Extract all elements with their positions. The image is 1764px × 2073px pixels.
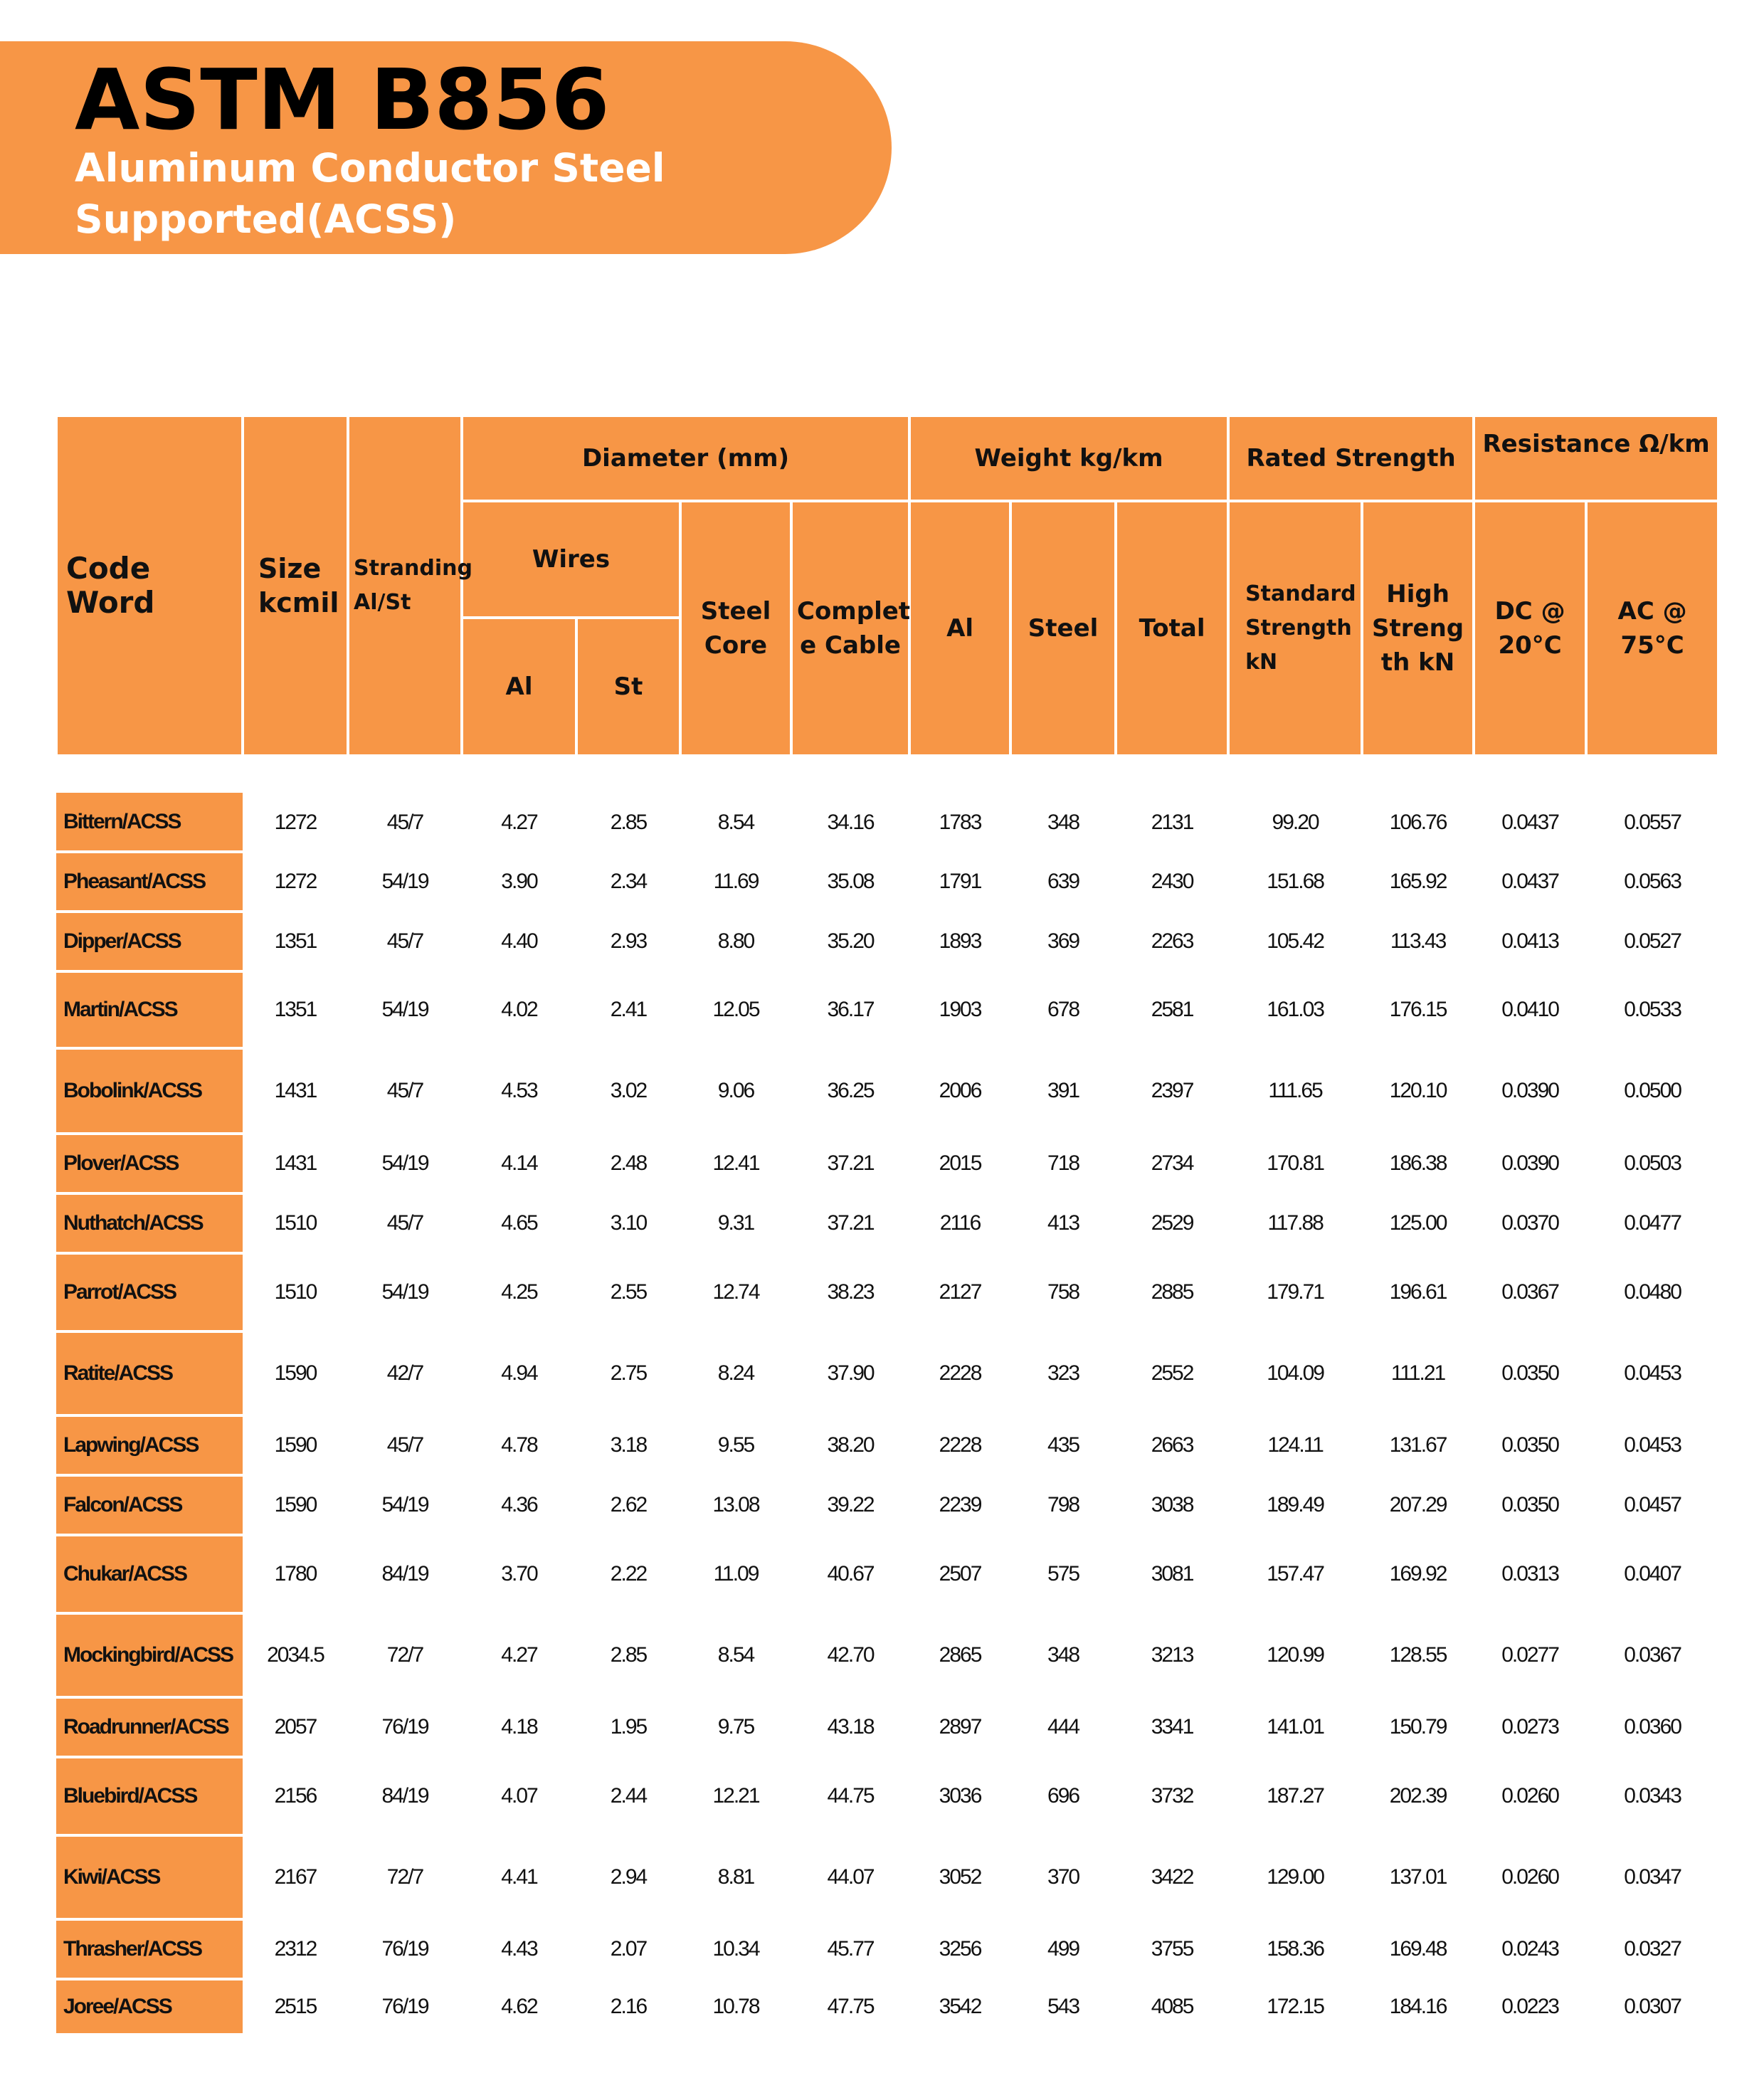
ac-resistance-cell: 0.0347 — [1624, 1865, 1681, 1889]
ac-resistance-cell: 0.0307 — [1624, 1995, 1681, 2018]
standard-strength-cell: 158.36 — [1267, 1937, 1324, 1961]
table-row — [56, 1919, 1718, 1979]
size-cell: 2312 — [274, 1937, 317, 1961]
dc-resistance-cell: 0.0350 — [1501, 1493, 1558, 1516]
standard-strength-cell: 189.49 — [1267, 1493, 1324, 1516]
weight-al-cell: 2006 — [939, 1079, 981, 1102]
steel-core-cell: 11.69 — [713, 870, 759, 893]
wire-st-cell: 2.44 — [610, 1784, 647, 1808]
header-weight-al: Al — [909, 501, 1010, 756]
code-word-cell: Martin/ACSS — [56, 971, 243, 1048]
wire-al-cell: 4.27 — [501, 1643, 537, 1667]
weight-steel-cell: 543 — [1047, 1995, 1079, 2018]
dc-resistance-cell: 0.0273 — [1501, 1715, 1558, 1739]
weight-total-cell: 3422 — [1151, 1865, 1193, 1889]
size-cell: 1431 — [274, 1151, 317, 1175]
code-word-cell: Roadrunner/ACSS — [56, 1697, 243, 1757]
steel-core-cell: 9.55 — [717, 1433, 754, 1457]
code-word-cell: Ratite/ACSS — [56, 1331, 243, 1415]
high-strength-cell: 207.29 — [1389, 1493, 1447, 1516]
table-row — [56, 1535, 1718, 1613]
wire-al-cell: 4.40 — [501, 929, 537, 953]
weight-total-cell: 4085 — [1151, 1995, 1193, 2018]
standard-strength-cell: 124.11 — [1267, 1433, 1323, 1457]
table-row — [56, 1048, 1718, 1134]
dc-resistance-cell: 0.0437 — [1501, 810, 1558, 834]
high-strength-cell: 106.76 — [1389, 810, 1447, 834]
weight-total-cell: 2885 — [1151, 1280, 1193, 1304]
code-word-cell: Falcon/ACSS — [56, 1475, 243, 1535]
complete-cable-cell: 47.75 — [827, 1995, 874, 2018]
standard-strength-cell: 161.03 — [1267, 998, 1324, 1021]
table-row — [56, 1979, 1718, 2035]
ac-resistance-cell: 0.0480 — [1624, 1280, 1681, 1304]
wire-al-cell: 4.36 — [501, 1493, 537, 1516]
weight-total-cell: 3341 — [1151, 1715, 1193, 1739]
size-cell: 2515 — [274, 1995, 317, 2018]
ac-resistance-cell: 0.0563 — [1624, 870, 1681, 893]
weight-total-cell: 2430 — [1151, 870, 1193, 893]
weight-total-cell: 2734 — [1151, 1151, 1193, 1175]
dc-resistance-cell: 0.0313 — [1501, 1562, 1558, 1586]
weight-al-cell: 2116 — [939, 1211, 981, 1235]
wire-al-cell: 3.90 — [501, 870, 537, 893]
complete-cable-cell: 43.18 — [827, 1715, 874, 1739]
complete-cable-cell: 35.08 — [827, 870, 874, 893]
size-cell: 1510 — [274, 1211, 317, 1235]
wire-al-cell: 4.07 — [501, 1784, 537, 1808]
weight-al-cell: 2228 — [939, 1433, 981, 1457]
ac-resistance-cell: 0.0500 — [1624, 1079, 1681, 1102]
size-cell: 1431 — [274, 1079, 317, 1102]
steel-core-cell: 8.54 — [717, 810, 754, 834]
complete-cable-cell: 36.25 — [827, 1079, 874, 1102]
standard-strength-cell: 105.42 — [1267, 929, 1324, 953]
wire-al-cell: 4.94 — [501, 1361, 537, 1385]
table-row — [56, 1193, 1718, 1253]
steel-core-cell: 9.06 — [717, 1079, 754, 1102]
standard-strength-cell: 129.00 — [1267, 1865, 1324, 1889]
dc-resistance-cell: 0.0223 — [1501, 1995, 1558, 2018]
wire-st-cell: 2.41 — [610, 998, 647, 1021]
size-cell: 1590 — [274, 1493, 317, 1516]
size-cell: 2156 — [274, 1784, 317, 1808]
wire-st-cell: 2.55 — [610, 1280, 647, 1304]
high-strength-cell: 165.92 — [1389, 870, 1447, 893]
weight-steel-cell: 798 — [1047, 1493, 1079, 1516]
wire-st-cell: 3.18 — [610, 1433, 647, 1457]
high-strength-cell: 120.10 — [1389, 1079, 1447, 1102]
ac-resistance-cell: 0.0477 — [1624, 1211, 1681, 1235]
weight-al-cell: 1791 — [939, 870, 981, 893]
weight-al-cell: 3542 — [939, 1995, 981, 2018]
stranding-cell: 72/7 — [386, 1865, 423, 1889]
code-word-cell: Parrot/ACSS — [56, 1253, 243, 1331]
code-word-cell: Dipper/ACSS — [56, 912, 243, 971]
weight-total-cell: 2397 — [1151, 1079, 1193, 1102]
code-word-cell: Plover/ACSS — [56, 1134, 243, 1193]
table-row — [56, 1835, 1718, 1919]
steel-core-cell: 9.75 — [717, 1715, 754, 1739]
ac-resistance-cell: 0.0527 — [1624, 929, 1681, 953]
table-row — [56, 1331, 1718, 1415]
weight-steel-cell: 758 — [1047, 1280, 1079, 1304]
ac-resistance-cell: 0.0533 — [1624, 998, 1681, 1021]
complete-cable-cell: 38.20 — [827, 1433, 874, 1457]
weight-total-cell: 3081 — [1151, 1562, 1193, 1586]
wire-st-cell: 2.94 — [610, 1865, 647, 1889]
weight-steel-cell: 323 — [1047, 1361, 1079, 1385]
wire-st-cell: 2.22 — [610, 1562, 647, 1586]
weight-steel-cell: 678 — [1047, 998, 1079, 1021]
high-strength-cell: 111.21 — [1390, 1361, 1445, 1385]
code-word-cell: Pheasant/ACSS — [56, 852, 243, 912]
header-complete-cable: Complet e Cable — [791, 501, 909, 756]
dc-resistance-cell: 0.0277 — [1501, 1643, 1558, 1667]
ac-resistance-cell: 0.0343 — [1624, 1784, 1681, 1808]
complete-cable-cell: 37.21 — [827, 1211, 874, 1235]
header-wires-st: St — [576, 618, 680, 756]
steel-core-cell: 8.54 — [717, 1643, 754, 1667]
weight-al-cell: 3036 — [939, 1784, 981, 1808]
complete-cable-cell: 42.70 — [827, 1643, 874, 1667]
steel-core-cell: 8.24 — [717, 1361, 754, 1385]
high-strength-cell: 184.16 — [1389, 1995, 1447, 2018]
ac-resistance-cell: 0.0503 — [1624, 1151, 1681, 1175]
ac-resistance-cell: 0.0367 — [1624, 1643, 1681, 1667]
stranding-cell: 45/7 — [386, 810, 423, 834]
dc-resistance-cell: 0.0437 — [1501, 870, 1558, 893]
weight-total-cell: 3038 — [1151, 1493, 1193, 1516]
wire-al-cell: 4.78 — [501, 1433, 537, 1457]
standard-strength-cell: 151.68 — [1267, 870, 1324, 893]
wire-st-cell: 3.10 — [610, 1211, 647, 1235]
weight-al-cell: 3256 — [939, 1937, 981, 1961]
weight-al-cell: 1783 — [939, 810, 981, 834]
ac-resistance-cell: 0.0453 — [1624, 1433, 1681, 1457]
stranding-cell: 45/7 — [386, 929, 423, 953]
complete-cable-cell: 37.21 — [827, 1151, 874, 1175]
complete-cable-cell: 39.22 — [827, 1493, 874, 1516]
size-cell: 1780 — [274, 1562, 317, 1586]
weight-al-cell: 2897 — [939, 1715, 981, 1739]
stranding-cell: 54/19 — [381, 870, 428, 893]
weight-steel-cell: 370 — [1047, 1865, 1079, 1889]
stranding-cell: 76/19 — [381, 1995, 428, 2018]
weight-al-cell: 2127 — [939, 1280, 981, 1304]
weight-steel-cell: 444 — [1047, 1715, 1079, 1739]
weight-total-cell: 3732 — [1151, 1784, 1193, 1808]
steel-core-cell: 10.34 — [712, 1937, 759, 1961]
header-size: Size kcmil — [243, 416, 348, 756]
stranding-cell: 42/7 — [386, 1361, 423, 1385]
table-row — [56, 1134, 1718, 1193]
steel-core-cell: 8.80 — [717, 929, 754, 953]
steel-core-cell: 12.05 — [712, 998, 759, 1021]
complete-cable-cell: 34.16 — [827, 810, 874, 834]
high-strength-cell: 137.01 — [1389, 1865, 1447, 1889]
stranding-cell: 54/19 — [381, 1151, 428, 1175]
weight-steel-cell: 391 — [1047, 1079, 1079, 1102]
wire-st-cell: 2.75 — [610, 1361, 647, 1385]
complete-cable-cell: 38.23 — [827, 1280, 874, 1304]
header-stranding: Stranding Al/St — [348, 416, 462, 756]
header-weight-total: Total — [1116, 501, 1228, 756]
wire-al-cell: 4.53 — [501, 1079, 537, 1102]
wire-st-cell: 2.62 — [610, 1493, 647, 1516]
dc-resistance-cell: 0.0390 — [1501, 1079, 1558, 1102]
wire-al-cell: 4.27 — [501, 810, 537, 834]
table-row — [56, 1475, 1718, 1535]
weight-total-cell: 2552 — [1151, 1361, 1193, 1385]
weight-al-cell: 1903 — [939, 998, 981, 1021]
wire-st-cell: 2.16 — [610, 1995, 647, 2018]
table-row — [56, 912, 1718, 971]
size-cell: 1590 — [274, 1361, 317, 1385]
stranding-cell: 76/19 — [381, 1937, 428, 1961]
header-resistance: Resistance Ω/km — [1474, 416, 1718, 501]
complete-cable-cell: 45.77 — [827, 1937, 874, 1961]
table-row — [56, 1415, 1718, 1475]
page-title: ASTM B856 — [75, 51, 610, 149]
stranding-cell: 54/19 — [381, 1280, 428, 1304]
stranding-cell: 54/19 — [381, 1493, 428, 1516]
dc-resistance-cell: 0.0413 — [1501, 929, 1558, 953]
wire-al-cell: 4.62 — [501, 1995, 537, 2018]
weight-steel-cell: 718 — [1047, 1151, 1079, 1175]
steel-core-cell: 11.09 — [713, 1562, 759, 1586]
table-row — [56, 1253, 1718, 1331]
code-word-cell: Nuthatch/ACSS — [56, 1193, 243, 1253]
dc-resistance-cell: 0.0370 — [1501, 1211, 1558, 1235]
standard-strength-cell: 99.20 — [1272, 810, 1319, 834]
code-word-cell: Bittern/ACSS — [56, 793, 243, 852]
wire-al-cell: 4.02 — [501, 998, 537, 1021]
table-row — [56, 852, 1718, 912]
wire-st-cell: 2.85 — [610, 810, 647, 834]
header-wires: Wires — [462, 501, 680, 618]
ac-resistance-cell: 0.0360 — [1624, 1715, 1681, 1739]
high-strength-cell: 196.61 — [1389, 1280, 1447, 1304]
high-strength-cell: 125.00 — [1389, 1211, 1447, 1235]
steel-core-cell: 8.81 — [717, 1865, 754, 1889]
wire-al-cell: 4.65 — [501, 1211, 537, 1235]
size-cell: 1351 — [274, 929, 317, 953]
wire-al-cell: 4.43 — [501, 1937, 537, 1961]
complete-cable-cell: 40.67 — [827, 1562, 874, 1586]
code-word-cell: Bluebird/ACSS — [56, 1757, 243, 1835]
wire-st-cell: 2.85 — [610, 1643, 647, 1667]
wire-al-cell: 3.70 — [501, 1562, 537, 1586]
page-subtitle: Aluminum Conductor Steel Supported(ACSS) — [75, 145, 665, 242]
standard-strength-cell: 179.71 — [1267, 1280, 1324, 1304]
standard-strength-cell: 157.47 — [1267, 1562, 1324, 1586]
high-strength-cell: 131.67 — [1389, 1433, 1447, 1457]
complete-cable-cell: 35.20 — [827, 929, 874, 953]
header-weight-steel: Steel — [1010, 501, 1116, 756]
weight-al-cell: 2015 — [939, 1151, 981, 1175]
code-word-cell: Lapwing/ACSS — [56, 1415, 243, 1475]
standard-strength-cell: 170.81 — [1267, 1151, 1324, 1175]
stranding-cell: 76/19 — [381, 1715, 428, 1739]
weight-total-cell: 2529 — [1151, 1211, 1193, 1235]
stranding-cell: 72/7 — [386, 1643, 423, 1667]
weight-steel-cell: 435 — [1047, 1433, 1079, 1457]
wire-al-cell: 4.25 — [501, 1280, 537, 1304]
standard-strength-cell: 172.15 — [1267, 1995, 1324, 2018]
wire-al-cell: 4.41 — [501, 1865, 537, 1889]
table-row — [56, 1613, 1718, 1697]
weight-al-cell: 2239 — [939, 1493, 981, 1516]
code-word-cell: Kiwi/ACSS — [56, 1835, 243, 1919]
weight-steel-cell: 348 — [1047, 810, 1079, 834]
code-word-cell: Chukar/ACSS — [56, 1535, 243, 1613]
dc-resistance-cell: 0.0350 — [1501, 1361, 1558, 1385]
header-diameter: Diameter (mm) — [462, 416, 909, 501]
stranding-cell: 54/19 — [381, 998, 428, 1021]
header-wires-al: Al — [462, 618, 576, 756]
complete-cable-cell: 44.07 — [827, 1865, 874, 1889]
table-body — [56, 793, 1718, 2035]
dc-resistance-cell: 0.0390 — [1501, 1151, 1558, 1175]
complete-cable-cell: 37.90 — [827, 1361, 874, 1385]
header-high-strength: High Streng th kN — [1362, 501, 1474, 756]
size-cell: 1272 — [274, 870, 317, 893]
stranding-cell: 84/19 — [381, 1562, 428, 1586]
dc-resistance-cell: 0.0243 — [1501, 1937, 1558, 1961]
stranding-cell: 45/7 — [386, 1079, 423, 1102]
weight-total-cell: 2663 — [1151, 1433, 1193, 1457]
steel-core-cell: 13.08 — [712, 1493, 759, 1516]
standard-strength-cell: 111.65 — [1268, 1079, 1322, 1102]
size-cell: 1351 — [274, 998, 317, 1021]
size-cell: 1272 — [274, 810, 317, 834]
wire-st-cell: 2.93 — [610, 929, 647, 953]
header-steel-core: Steel Core — [680, 501, 791, 756]
high-strength-cell: 186.38 — [1389, 1151, 1447, 1175]
table-row — [56, 971, 1718, 1048]
weight-total-cell: 2263 — [1151, 929, 1193, 953]
header-code-word: Code Word — [56, 416, 243, 756]
high-strength-cell: 113.43 — [1390, 929, 1446, 953]
size-cell: 2057 — [274, 1715, 317, 1739]
header-rated-strength: Rated Strength — [1228, 416, 1474, 501]
header-standard-strength: Standard Strength kN — [1228, 501, 1362, 756]
code-word-cell: Thrasher/ACSS — [56, 1919, 243, 1979]
dc-resistance-cell: 0.0410 — [1501, 998, 1558, 1021]
complete-cable-cell: 44.75 — [827, 1784, 874, 1808]
stranding-cell: 45/7 — [386, 1211, 423, 1235]
stranding-cell: 84/19 — [381, 1784, 428, 1808]
weight-steel-cell: 369 — [1047, 929, 1079, 953]
standard-strength-cell: 141.01 — [1267, 1715, 1324, 1739]
size-cell: 1510 — [274, 1280, 317, 1304]
standard-strength-cell: 120.99 — [1267, 1643, 1324, 1667]
steel-core-cell: 12.21 — [712, 1784, 759, 1808]
weight-steel-cell: 696 — [1047, 1784, 1079, 1808]
high-strength-cell: 169.92 — [1389, 1562, 1447, 1586]
weight-steel-cell: 413 — [1047, 1211, 1079, 1235]
wire-st-cell: 1.95 — [610, 1715, 647, 1739]
table-row — [56, 1697, 1718, 1757]
weight-steel-cell: 499 — [1047, 1937, 1079, 1961]
dc-resistance-cell: 0.0367 — [1501, 1280, 1558, 1304]
weight-steel-cell: 639 — [1047, 870, 1079, 893]
high-strength-cell: 202.39 — [1389, 1784, 1447, 1808]
weight-al-cell: 1893 — [939, 929, 981, 953]
standard-strength-cell: 104.09 — [1267, 1361, 1324, 1385]
wire-st-cell: 2.07 — [610, 1937, 647, 1961]
wire-st-cell: 3.02 — [610, 1079, 647, 1102]
code-word-cell: Bobolink/ACSS — [56, 1048, 243, 1134]
table-header — [56, 416, 1718, 756]
weight-total-cell: 3755 — [1151, 1937, 1193, 1961]
ac-resistance-cell: 0.0453 — [1624, 1361, 1681, 1385]
weight-total-cell: 3213 — [1151, 1643, 1193, 1667]
weight-al-cell: 2507 — [939, 1562, 981, 1586]
wire-al-cell: 4.18 — [501, 1715, 537, 1739]
wire-st-cell: 2.48 — [610, 1151, 647, 1175]
steel-core-cell: 12.74 — [712, 1280, 759, 1304]
steel-core-cell: 12.41 — [712, 1151, 759, 1175]
dc-resistance-cell: 0.0260 — [1501, 1865, 1558, 1889]
high-strength-cell: 150.79 — [1389, 1715, 1447, 1739]
stranding-cell: 45/7 — [386, 1433, 423, 1457]
dc-resistance-cell: 0.0260 — [1501, 1784, 1558, 1808]
weight-al-cell: 2865 — [939, 1643, 981, 1667]
code-word-cell: Joree/ACSS — [56, 1979, 243, 2035]
ac-resistance-cell: 0.0407 — [1624, 1562, 1681, 1586]
header-weight: Weight kg/km — [909, 416, 1228, 501]
header-dc: DC @ 20°C — [1474, 501, 1586, 756]
high-strength-cell: 128.55 — [1389, 1643, 1447, 1667]
weight-total-cell: 2581 — [1151, 998, 1193, 1021]
standard-strength-cell: 117.88 — [1267, 1211, 1323, 1235]
size-cell: 2167 — [274, 1865, 317, 1889]
wire-al-cell: 4.14 — [501, 1151, 537, 1175]
header-ac: AC @ 75°C — [1586, 501, 1718, 756]
dc-resistance-cell: 0.0350 — [1501, 1433, 1558, 1457]
weight-al-cell: 3052 — [939, 1865, 981, 1889]
ac-resistance-cell: 0.0457 — [1624, 1493, 1681, 1516]
table-row — [56, 793, 1718, 852]
weight-steel-cell: 575 — [1047, 1562, 1079, 1586]
wire-st-cell: 2.34 — [610, 870, 647, 893]
standard-strength-cell: 187.27 — [1267, 1784, 1324, 1808]
size-cell: 1590 — [274, 1433, 317, 1457]
weight-steel-cell: 348 — [1047, 1643, 1079, 1667]
steel-core-cell: 10.78 — [712, 1995, 759, 2018]
weight-al-cell: 2228 — [939, 1361, 981, 1385]
ac-resistance-cell: 0.0557 — [1624, 810, 1681, 834]
size-cell: 2034.5 — [267, 1643, 324, 1667]
ac-resistance-cell: 0.0327 — [1624, 1937, 1681, 1961]
high-strength-cell: 169.48 — [1389, 1937, 1447, 1961]
spec-table — [55, 414, 1720, 2036]
table-row — [56, 1757, 1718, 1835]
high-strength-cell: 176.15 — [1389, 998, 1447, 1021]
weight-total-cell: 2131 — [1151, 810, 1193, 834]
complete-cable-cell: 36.17 — [827, 998, 874, 1021]
code-word-cell: Mockingbird/ACSS — [56, 1613, 243, 1697]
steel-core-cell: 9.31 — [717, 1211, 754, 1235]
